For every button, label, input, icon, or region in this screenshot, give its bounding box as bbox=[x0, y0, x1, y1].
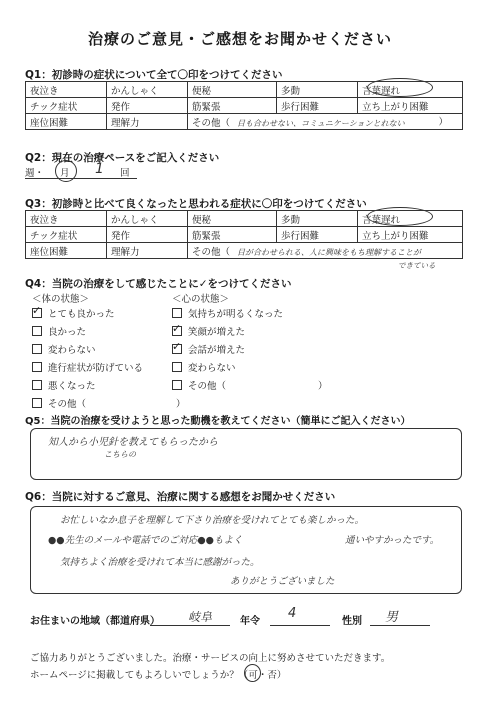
q6-answer-line2: ●●先生のメールや電話でのご対応●●もよく bbox=[48, 535, 243, 546]
q1-cell[interactable]: 座位困難 bbox=[26, 114, 107, 130]
selection-circle bbox=[244, 664, 261, 682]
selection-circle bbox=[367, 207, 433, 226]
q3-cell[interactable]: 多動 bbox=[277, 211, 358, 227]
checkbox[interactable] bbox=[172, 380, 182, 390]
checkbox[interactable] bbox=[32, 398, 42, 408]
gender-underline bbox=[370, 625, 430, 626]
q2-month-label: 月 bbox=[60, 168, 70, 179]
q1-cell[interactable]: 便秘 bbox=[188, 82, 277, 98]
publish-close: ） bbox=[276, 670, 287, 681]
checkbox[interactable] bbox=[32, 344, 42, 354]
q3-other-cell[interactable] bbox=[188, 243, 463, 259]
q4-body-item[interactable]: ✓とても良かった bbox=[32, 306, 115, 320]
q4-mind-item[interactable]: 変わらない bbox=[172, 360, 236, 374]
publish-no-option[interactable]: 否 bbox=[267, 670, 277, 681]
region-value[interactable]: 岐阜 bbox=[188, 610, 213, 624]
q1-other-cell[interactable]: その他（ 目も合わせない、コミュニケーションとれない ） bbox=[188, 114, 463, 130]
q4-mind-item[interactable]: その他（ bbox=[172, 378, 226, 392]
checkbox[interactable] bbox=[32, 380, 42, 390]
q3-cell[interactable]: 筋緊張 bbox=[188, 227, 277, 243]
q1-cell[interactable]: 歩行困難 bbox=[277, 98, 358, 114]
publish-separator: ・ bbox=[257, 670, 268, 681]
q4-mind-close-paren: ） bbox=[318, 381, 328, 392]
q3-cell[interactable]: かんしゃく bbox=[107, 211, 188, 227]
gender-value[interactable]: 男 bbox=[385, 610, 399, 625]
q3-cell[interactable]: 歩行困難 bbox=[277, 227, 358, 243]
q3-cell[interactable]: 便秘 bbox=[188, 211, 277, 227]
q2-heading: Q2：現在の治療ペースをご記入ください bbox=[25, 152, 220, 164]
q3-cell[interactable]: 理解力 bbox=[107, 243, 188, 259]
q5-heading: Q5：当院の治療を受けようと思った動機を教えてください（簡単にご記入ください） bbox=[25, 416, 411, 427]
checkbox-checked[interactable] bbox=[172, 326, 182, 336]
q6-heading: Q6：当院に対するご意見、治療に関する感想をお聞かせください bbox=[25, 491, 336, 503]
q2-count-label: 回 bbox=[120, 168, 130, 179]
q3-cell[interactable]: 立ち上がり困難 bbox=[358, 227, 463, 243]
q1-cell[interactable]: 言葉遅れ bbox=[358, 82, 463, 98]
q3-other-note-2: できている bbox=[398, 261, 436, 270]
q2-underline bbox=[25, 178, 137, 179]
checkbox[interactable] bbox=[172, 362, 182, 372]
q4-body-item[interactable]: 変わらない bbox=[32, 342, 96, 356]
q1-cell[interactable]: 筋緊張 bbox=[188, 98, 277, 114]
q4-heading: Q4：当院の治療をして感じたことに✓をつけてください bbox=[25, 278, 292, 290]
q4-body-close-paren: ） bbox=[176, 399, 186, 410]
age-label: 年令 bbox=[240, 616, 260, 627]
q1-other-note: 目も合わせない、コミュニケーションとれない bbox=[237, 118, 405, 128]
q6-answer-line4: ありがとうございました bbox=[230, 576, 335, 587]
q4-mind-item[interactable]: 気持ちが明るくなった bbox=[172, 306, 283, 320]
checkbox-checked[interactable] bbox=[32, 308, 42, 318]
q6-answer-line3: 気持ちよく治療を受けれて本当に感謝がった。 bbox=[60, 557, 260, 568]
thanks-text: ご協力ありがとうございました。治療・サービスの向上に努めさせていただきます。 bbox=[30, 653, 391, 664]
checkbox[interactable] bbox=[32, 326, 42, 336]
q3-other-note: 目が合わせられる、人に興味をもち理解することが bbox=[237, 247, 422, 257]
q3-cell[interactable]: 発作 bbox=[107, 227, 188, 243]
q4-body-item[interactable]: 良かった bbox=[32, 324, 86, 338]
q3-cell[interactable]: チック症状 bbox=[26, 227, 107, 243]
q6-answer-line2b: 通いやすかったです。 bbox=[345, 535, 440, 546]
q1-cell[interactable]: 理解力 bbox=[107, 114, 188, 130]
checkbox-checked[interactable] bbox=[172, 344, 182, 354]
q1-cell[interactable]: チック症状 bbox=[26, 98, 107, 114]
selection-circle bbox=[367, 78, 433, 97]
q4-mind-item[interactable]: ✓笑顔が増えた bbox=[172, 324, 245, 338]
q2-value[interactable]: 1 bbox=[95, 161, 104, 177]
publish-yes-option[interactable]: 可 bbox=[248, 670, 258, 681]
q3-cell[interactable]: 夜泣き bbox=[26, 211, 107, 227]
q3-cell[interactable]: 言葉遅れ bbox=[358, 211, 463, 227]
q1-row bbox=[26, 114, 463, 130]
q3-row bbox=[26, 227, 463, 243]
checkbox[interactable] bbox=[172, 308, 182, 318]
age-value[interactable]: 4 bbox=[288, 606, 297, 621]
age-underline bbox=[270, 625, 330, 626]
q4-body-item[interactable]: 悪くなった bbox=[32, 378, 96, 392]
q4-mind-item[interactable]: ✓会話が増えた bbox=[172, 342, 245, 356]
gender-label: 性別 bbox=[342, 616, 362, 627]
region-label: お住まいの地域（都道府県） bbox=[30, 616, 160, 627]
q3-heading: Q3：初診時と比べて良くなったと思われる症状に〇印をつけてください bbox=[25, 198, 367, 210]
q1-cell[interactable]: 多動 bbox=[277, 82, 358, 98]
q1-heading: Q1：初診時の症状について全て〇印をつけてください bbox=[25, 69, 283, 81]
q4-body-item[interactable]: 進行症状が防げている bbox=[32, 360, 143, 374]
q2-week-label: 週・ bbox=[25, 168, 45, 179]
q1-cell[interactable]: 発作 bbox=[107, 98, 188, 114]
q5-answer-line1: 知人から小児針を教えてもらったから bbox=[48, 437, 218, 448]
q3-cell[interactable]: 座位困難 bbox=[26, 243, 107, 259]
page-title: 治療のご意見・ご感想をお聞かせください bbox=[87, 30, 392, 48]
q1-cell[interactable]: 夜泣き bbox=[26, 82, 107, 98]
q4-body-heading: ＜体の状態＞ bbox=[32, 294, 90, 305]
q1-cell[interactable]: かんしゃく bbox=[107, 82, 188, 98]
q4-mind-heading: ＜心の状態＞ bbox=[172, 294, 230, 305]
q1-row bbox=[26, 98, 463, 114]
q3-other-label: その他（ bbox=[192, 246, 231, 258]
q6-answer-line1: お忙しいなか息子を理解して下さり治療を受けれてとても楽しかった。 bbox=[60, 515, 365, 526]
region-underline bbox=[150, 625, 230, 626]
q1-other-label: その他（ bbox=[192, 117, 231, 129]
q3-row bbox=[26, 243, 463, 259]
checkbox[interactable] bbox=[32, 362, 42, 372]
q4-body-item[interactable]: その他（ bbox=[32, 396, 86, 410]
q5-answer-line2: こちらの bbox=[104, 450, 136, 459]
publish-label: ホームページに掲載してもよろしいでしょうか？（ bbox=[30, 670, 249, 681]
q1-cell[interactable]: 立ち上がり困難 bbox=[358, 98, 463, 114]
